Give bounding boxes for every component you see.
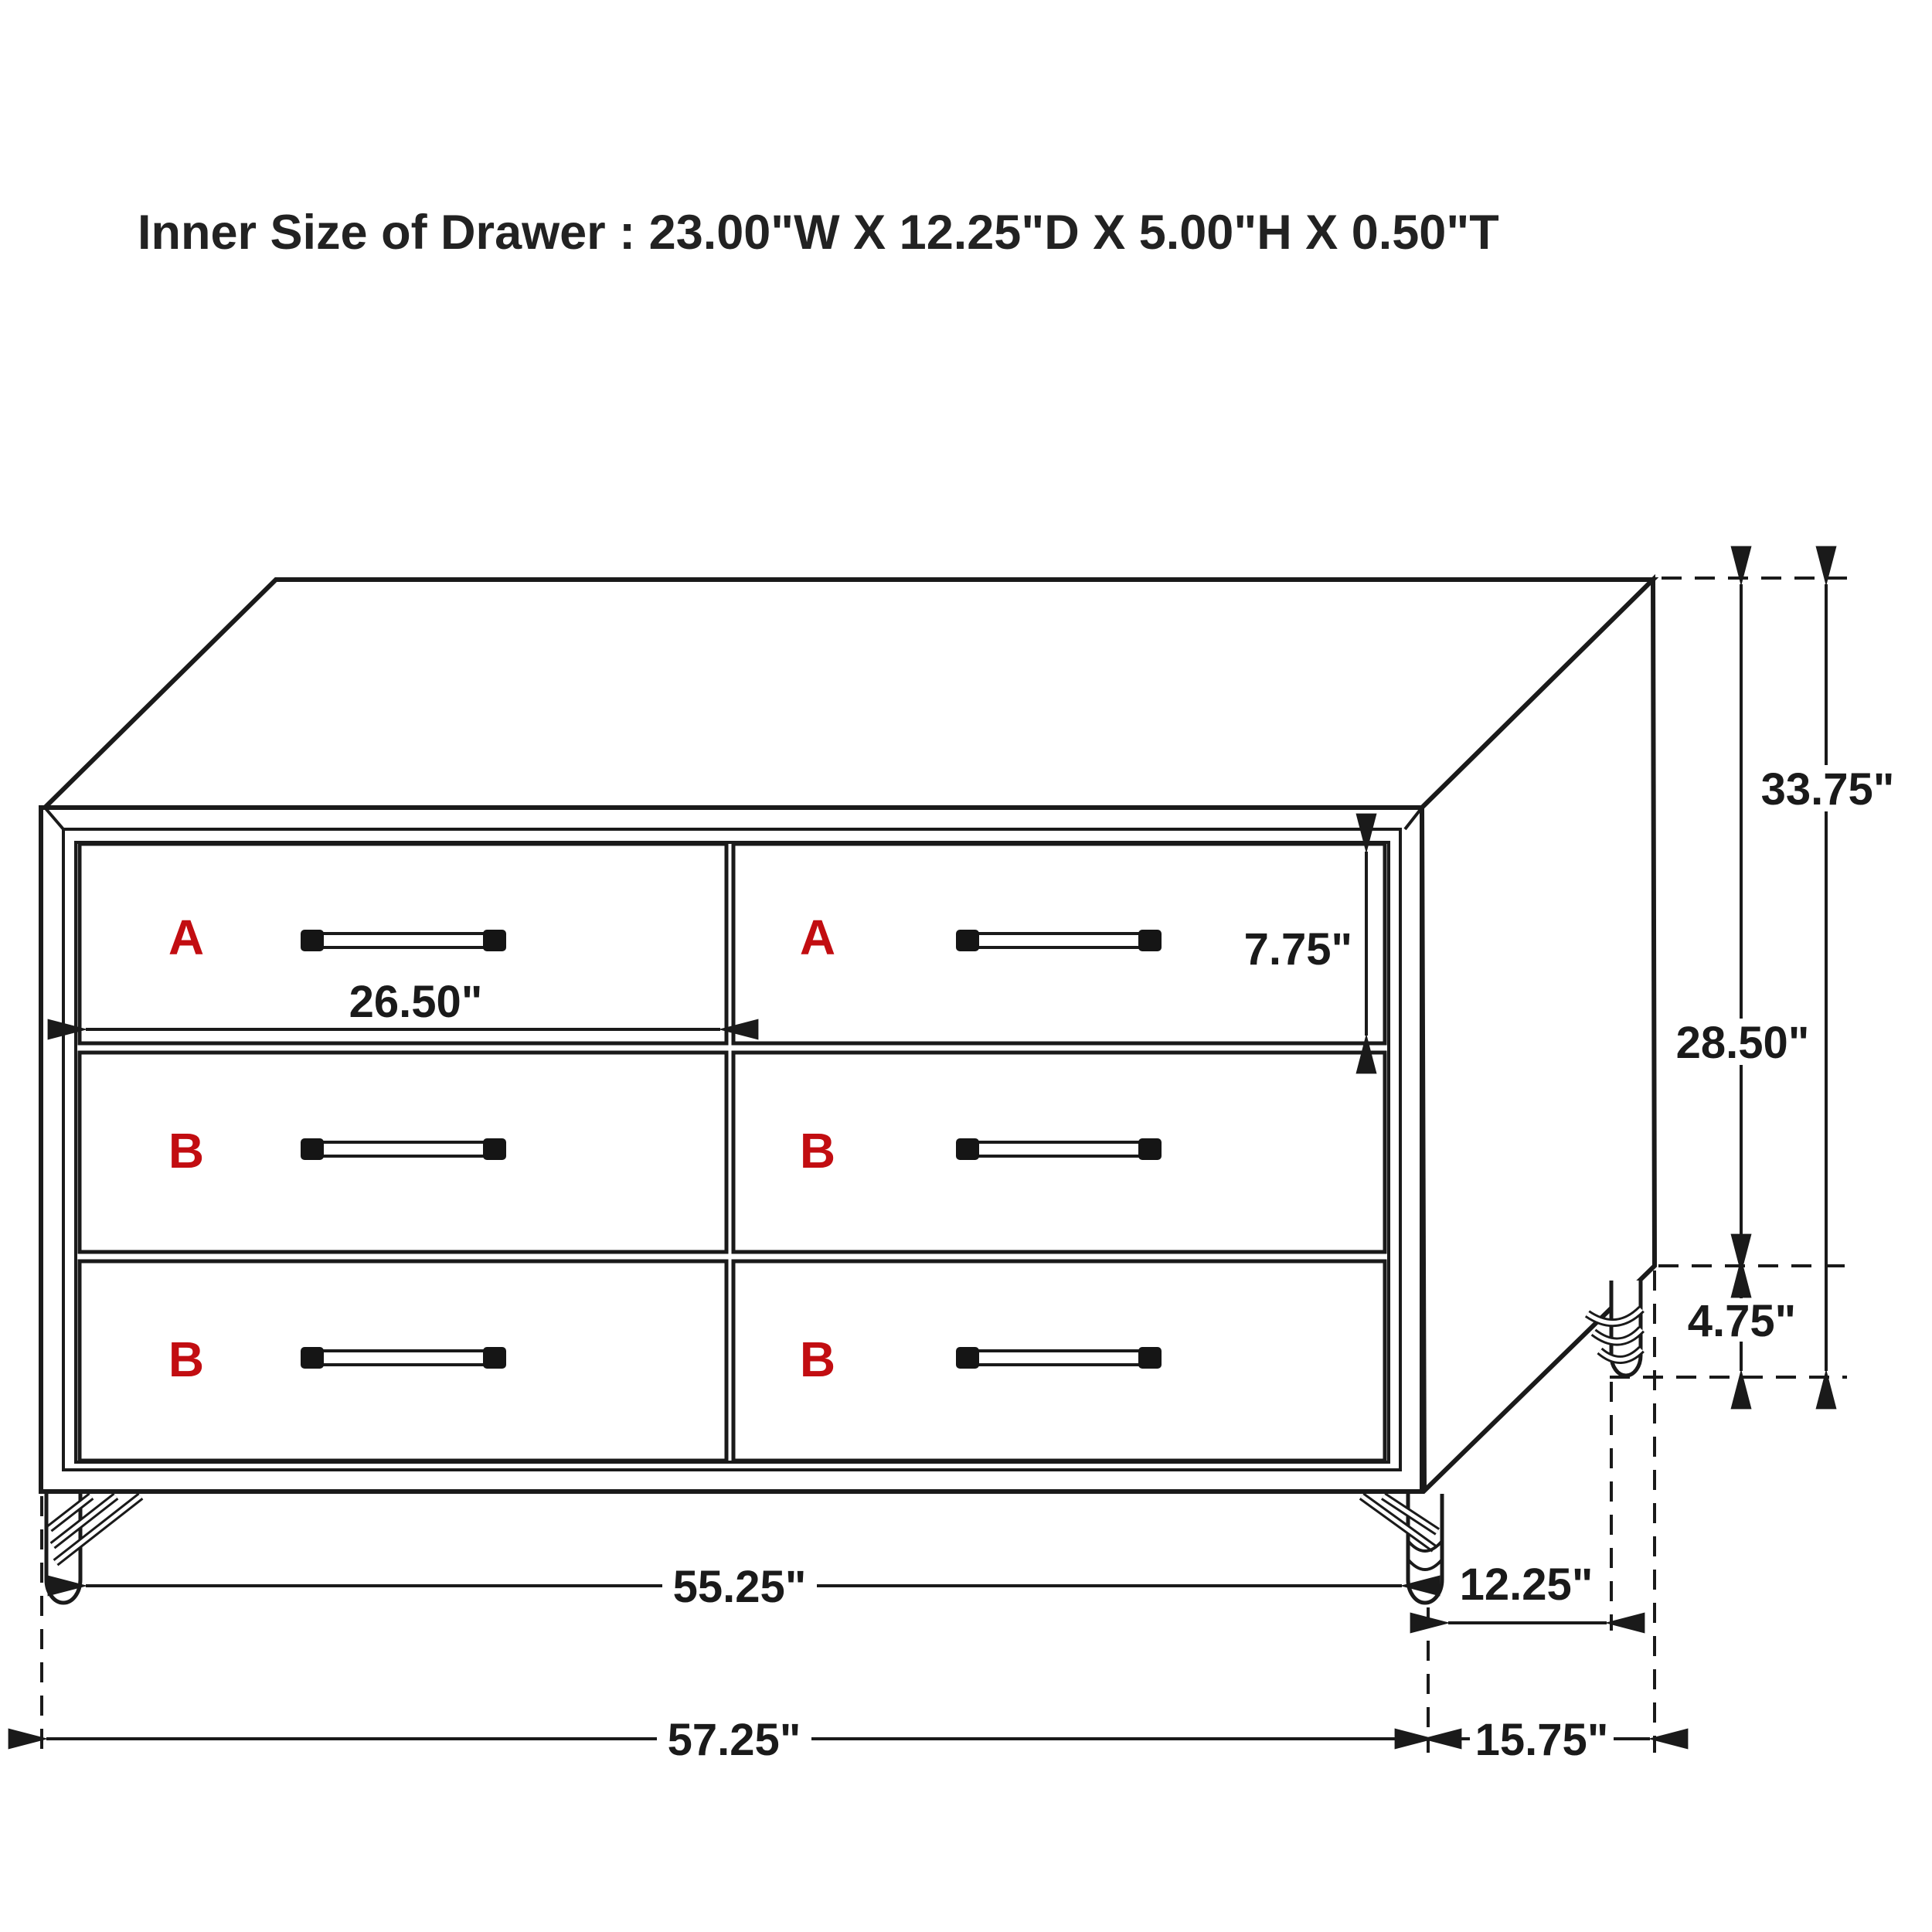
dimension-leg-depth-span-label: 12.25" bbox=[1459, 1560, 1594, 1610]
dimension-overall-depth bbox=[1433, 1715, 1650, 1765]
dimension-overall-depth-label: 15.75" bbox=[1475, 1715, 1609, 1765]
dimension-overall-width bbox=[46, 1715, 1423, 1765]
dimension-front-leg-span-label: 55.25" bbox=[672, 1562, 807, 1612]
top-face bbox=[45, 580, 1653, 808]
diagram-title: Inner Size of Drawer : 23.00"W X 12.25"D X 5.00"H X 0.50"T bbox=[138, 206, 1499, 260]
dimension-leg-height bbox=[1675, 1272, 1808, 1371]
dimension-overall-height-label: 33.75" bbox=[1760, 764, 1895, 815]
dimension-leg-height-label: 4.75" bbox=[1687, 1296, 1797, 1346]
drawer-label-a: A bbox=[168, 910, 205, 965]
drawer-label-b: B bbox=[799, 1332, 836, 1387]
drawer-label-b: B bbox=[799, 1123, 836, 1179]
drawer-label-a: A bbox=[799, 910, 836, 965]
front-right-leg bbox=[1408, 1494, 1442, 1603]
dimension-leg-depth-span bbox=[1448, 1560, 1607, 1623]
dimension-case-height bbox=[1665, 584, 1820, 1260]
dimension-drawer-front-width-label: 26.50" bbox=[349, 977, 483, 1027]
dimension-front-leg-span bbox=[86, 1562, 1402, 1612]
drawer-label-b: B bbox=[168, 1332, 205, 1387]
drawer-label-b: B bbox=[168, 1123, 205, 1179]
dimension-overall-height bbox=[1750, 584, 1905, 1371]
dresser-drawing bbox=[41, 580, 1655, 1603]
dimension-overall-width-label: 57.25" bbox=[667, 1715, 801, 1765]
dimension-case-height-label: 28.50" bbox=[1675, 1018, 1810, 1068]
dimension-drawer-front-height-label: 7.75" bbox=[1243, 924, 1352, 975]
